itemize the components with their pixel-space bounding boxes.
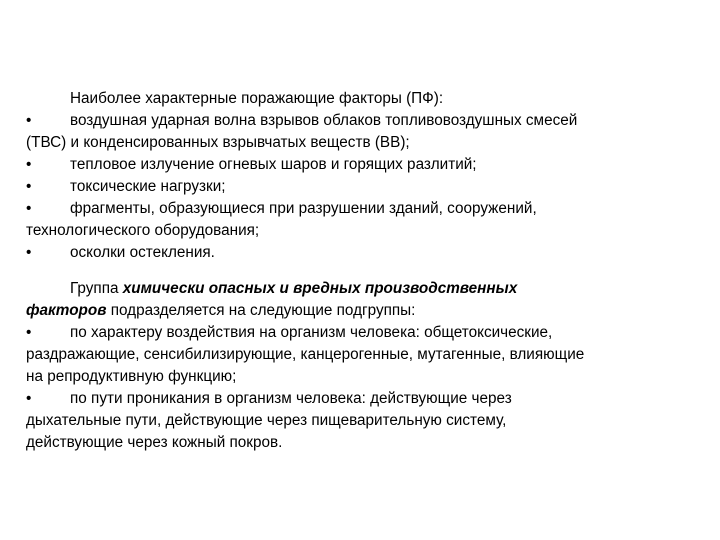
list-item-continuation: дыхательные пути, действующие через пищеварительную систему,	[26, 412, 507, 429]
bullet-icon: •	[26, 324, 32, 341]
slide-body	[26, 88, 694, 454]
list-item	[26, 110, 694, 132]
list-item-text: осколки остекления.	[70, 244, 215, 261]
list-item-continuation: на репродуктивную функцию;	[26, 368, 237, 385]
list-item-continuation: технологического оборудования;	[26, 222, 260, 239]
list-item-text: воздушная ударная волна взрывов облаков топливовоздушных смесей	[70, 112, 578, 129]
list-item	[26, 154, 694, 176]
list-item-text: фрагменты, образующиеся при разрушении зданий, сооружений,	[70, 200, 537, 217]
intro-prefix: Группа	[70, 280, 123, 297]
intro-emphasis-2: факторов	[26, 302, 107, 319]
list-item-text: по пути проникания в организм человека: действующие через	[70, 390, 512, 407]
list-item	[26, 198, 694, 220]
bullet-icon: •	[26, 390, 32, 407]
bullet-icon: •	[26, 200, 32, 217]
list-item-text: токсические нагрузки;	[70, 178, 226, 195]
bullet-icon: •	[26, 178, 32, 195]
intro-suffix: подразделяется на следующие подгруппы:	[106, 302, 416, 319]
list-item-text: по характеру воздействия на организм человека: общетоксические,	[70, 324, 553, 341]
bullet-icon: •	[26, 156, 32, 173]
chemical-factors-section	[26, 278, 694, 454]
chemical-factors-intro-line-2	[26, 300, 694, 322]
bullet-icon: •	[26, 112, 32, 129]
hazard-factors-section	[26, 88, 694, 264]
bullet-icon: •	[26, 244, 32, 261]
list-item-continuation: (ТВС) и конденсированных взрывчатых веществ (ВВ);	[26, 134, 410, 151]
list-item	[26, 176, 694, 198]
list-item	[26, 388, 694, 410]
list-item-continuation: раздражающие, сенсибилизирующие, канцерогенные, мутагенные, влияющие	[26, 346, 585, 363]
intro-emphasis: химически опасных и вредных производственных	[122, 280, 518, 297]
list-item-text: тепловое излучение огневых шаров и горящих разлитий;	[70, 156, 477, 173]
list-item	[26, 322, 694, 344]
chemical-factors-intro-line	[26, 278, 694, 300]
list-item-continuation: действующие через кожный покров.	[26, 434, 283, 451]
list-item	[26, 242, 694, 264]
hazard-factors-intro: Наиболее характерные поражающие факторы (ПФ):	[70, 90, 444, 107]
